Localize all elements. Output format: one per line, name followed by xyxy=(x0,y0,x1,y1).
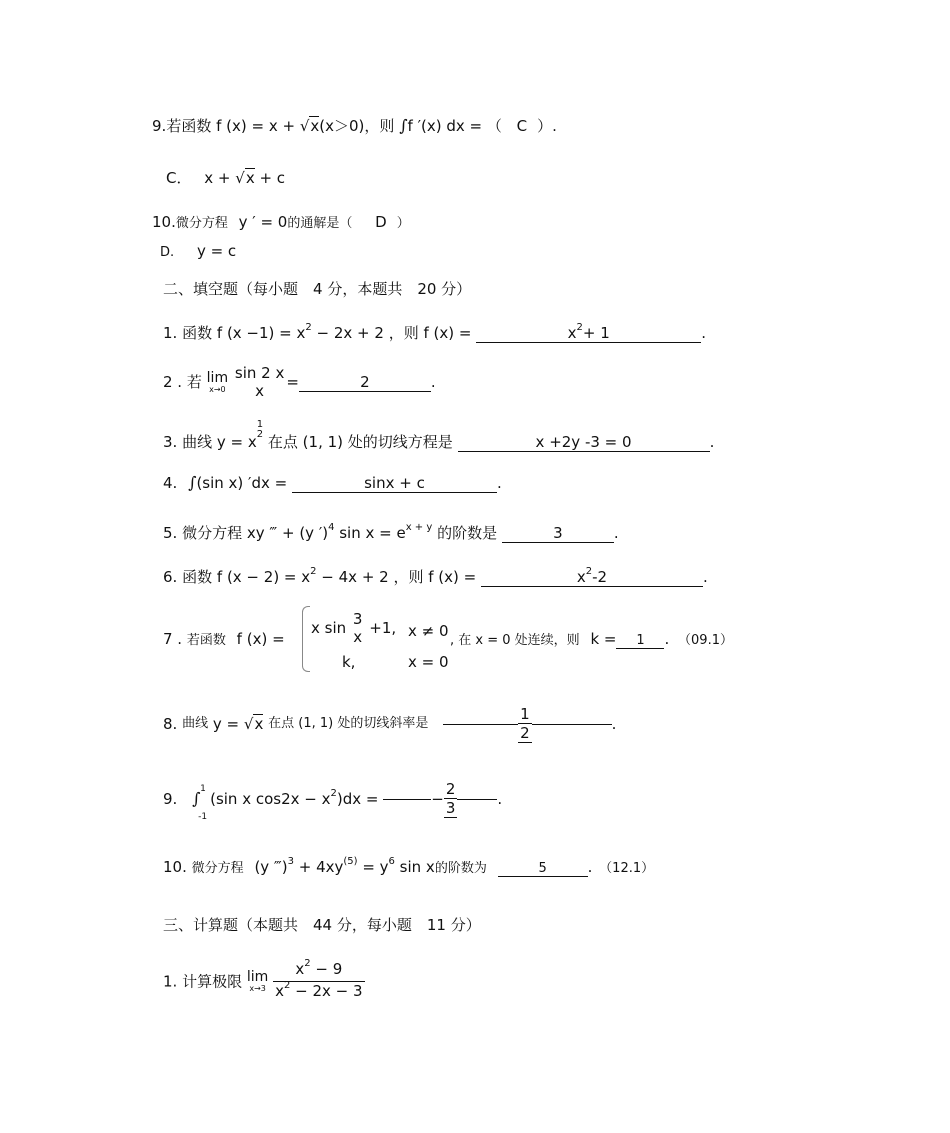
question-label: 函数 xyxy=(182,324,213,342)
formula: xy ‴ + (y ′) xyxy=(246,524,329,542)
exponent: 2 xyxy=(310,566,317,577)
question-number: 8. xyxy=(163,715,178,733)
answer-blank xyxy=(502,524,614,543)
numerator: 1 xyxy=(520,705,530,723)
formula: + 4xy xyxy=(293,858,344,876)
exponent: x + y xyxy=(405,522,433,533)
question-number: 2 . xyxy=(163,373,183,391)
fill-question-6 xyxy=(163,567,708,590)
answer-blank xyxy=(383,799,431,800)
fill-question-1 xyxy=(163,323,706,346)
formula: f ′(x) dx = （ xyxy=(407,117,502,135)
question-text: 在点 (1, 1) 处的切线斜率是 xyxy=(268,716,429,731)
integral-lower-limit: -1 xyxy=(198,812,208,822)
piecewise-brace-icon xyxy=(302,606,310,672)
fill-question-7-label xyxy=(163,629,285,651)
lim-text: lim xyxy=(246,969,269,985)
exponent: (5) xyxy=(343,856,358,867)
period: . xyxy=(611,715,617,733)
question-text: 的阶数为 xyxy=(434,861,487,876)
fraction-exponent xyxy=(257,420,263,440)
denominator: 3 xyxy=(445,799,456,817)
question-label: 曲线 xyxy=(182,433,213,451)
period: . xyxy=(496,474,502,492)
question-number: 9. xyxy=(163,790,178,808)
formula: = y xyxy=(357,858,389,876)
fill-question-5 xyxy=(163,523,619,546)
formula: k = xyxy=(590,630,617,648)
exponent: 4 xyxy=(328,522,335,533)
piecewise-case-2: k, xyxy=(342,653,356,671)
section-title: 三、计算题（本题共 44 分，每小题 11 分） xyxy=(163,916,481,934)
question-number: 10. xyxy=(163,858,187,876)
piecewise-cond-1: x ≠ 0 xyxy=(408,622,449,640)
mc-option-10 xyxy=(160,241,236,263)
formula: y = c xyxy=(196,242,237,260)
period: . xyxy=(587,858,593,876)
formula: − 4x + 2 ，则 f (x) = xyxy=(316,568,477,586)
denominator: x xyxy=(255,382,265,400)
formula: f (x −1) = x xyxy=(216,324,306,342)
formula: f (x) = x + xyxy=(216,117,300,135)
integral-upper-limit: 1 xyxy=(200,784,206,794)
lim-subscript: x→0 xyxy=(209,384,226,394)
formula: +1, xyxy=(369,619,397,637)
answer: x +2y -3 = 0 xyxy=(535,433,632,451)
denominator: 2 xyxy=(520,724,530,742)
question-label: 若 xyxy=(186,373,202,391)
question-number: 9. xyxy=(152,117,167,135)
answer-blank xyxy=(481,568,703,587)
lim-subscript: x→3 xyxy=(249,984,266,993)
question-number: 5. xyxy=(163,524,178,542)
piecewise-case-1 xyxy=(311,610,396,646)
question-number: 1. xyxy=(163,324,178,342)
calc-question-1 xyxy=(163,960,365,1003)
formula: y ′ = 0 xyxy=(238,213,288,231)
fraction xyxy=(233,364,286,400)
formula: − 2x − 3 xyxy=(290,982,363,1000)
question-label: 若函数 xyxy=(166,117,212,135)
formula: y = xyxy=(212,715,244,733)
formula: y = x xyxy=(216,433,257,451)
integral-sign-icon: ∫ xyxy=(192,789,201,808)
answer-blank xyxy=(458,433,710,452)
fill-question-3 xyxy=(163,419,715,452)
answer-fraction xyxy=(518,705,532,743)
mc-option-9 xyxy=(166,168,285,188)
fraction xyxy=(273,960,364,1003)
answer-blank xyxy=(476,324,701,343)
formula: (x＞0)，则 xyxy=(319,117,395,135)
question-number: 4. xyxy=(163,474,178,492)
formula: x xyxy=(295,960,305,978)
answer-fraction xyxy=(444,780,458,818)
mc-question-10 xyxy=(152,212,410,234)
period: . xyxy=(430,373,436,391)
limit-operator xyxy=(207,371,228,394)
question-label: 若函数 xyxy=(186,633,226,648)
source-reference: （09.1） xyxy=(678,633,733,648)
sqrt-arg: x xyxy=(245,169,255,187)
exponent: 3 xyxy=(287,856,294,867)
formula: − 2x + 2 ，则 f (x) = xyxy=(311,324,472,342)
period: . xyxy=(709,433,715,451)
question-number: 10. xyxy=(152,213,176,231)
mc-question-9 xyxy=(152,116,557,136)
period: . xyxy=(664,630,670,648)
option-label: D. xyxy=(160,245,175,260)
question-label: 微分方程 xyxy=(182,524,243,542)
answer-blank xyxy=(616,630,664,649)
answer: 2 xyxy=(360,372,370,391)
question-text: , 在 x = 0 处连续，则 xyxy=(450,633,580,648)
formula: x sin xyxy=(311,619,347,637)
integral-sign-icon: ∫ xyxy=(188,473,197,492)
question-label: 微分方程 xyxy=(191,861,244,876)
piecewise-cond-2: x = 0 xyxy=(408,653,449,671)
formula: ） xyxy=(396,216,410,231)
formula: x xyxy=(275,982,284,1000)
numerator: sin 2 x xyxy=(234,364,285,382)
question-number: 1. xyxy=(163,972,178,991)
answer: sinx + c xyxy=(364,474,425,492)
integral-sign-icon: ∫ xyxy=(399,116,408,135)
formula: (sin x) ′dx = xyxy=(196,474,288,492)
question-number: 6. xyxy=(163,568,178,586)
definite-integral xyxy=(192,781,210,822)
answer: D xyxy=(375,213,387,231)
answer: x xyxy=(576,568,586,586)
minus-sign: − xyxy=(431,790,444,808)
formula: sin x xyxy=(394,858,435,876)
numerator: 2 xyxy=(445,780,456,798)
answer-blank xyxy=(443,724,518,725)
formula: f (x) = xyxy=(236,630,285,648)
fill-question-2 xyxy=(163,364,436,400)
question-label: 微分方程 xyxy=(175,216,228,231)
exponent: 2 xyxy=(305,322,312,333)
sqrt-arg: x xyxy=(254,715,264,733)
answer-blank xyxy=(457,799,497,800)
sqrt-symbol-icon: √ xyxy=(235,169,245,187)
period: . xyxy=(497,790,503,808)
fill-question-7-tail xyxy=(450,629,733,651)
formula: (y ‴) xyxy=(254,858,288,876)
answer: C xyxy=(516,117,528,135)
fill-question-4 xyxy=(163,473,502,493)
sqrt-symbol-icon: √ xyxy=(299,117,310,135)
denominator xyxy=(273,981,364,1003)
exponent: 2 xyxy=(304,958,311,969)
question-text: 的阶数是 xyxy=(437,524,498,542)
sqrt-symbol-icon: √ xyxy=(243,715,254,733)
answer-blank xyxy=(299,373,431,392)
answer-blank xyxy=(532,724,612,725)
formula: + c xyxy=(254,169,286,187)
answer: 5 xyxy=(538,861,547,876)
lim-text: lim xyxy=(206,369,229,386)
question-number: 7 . xyxy=(163,630,183,648)
denominator: x xyxy=(353,628,363,646)
exponent-numerator: 1 xyxy=(256,419,264,430)
fill-question-8 xyxy=(163,705,616,743)
source-reference: （12.1） xyxy=(599,861,655,876)
section-title: 二、填空题（每小题 4 分，本题共 20 分） xyxy=(163,280,472,298)
equals-sign: = xyxy=(286,373,299,391)
answer-blank xyxy=(292,474,497,493)
formula: (sin x cos2x − x xyxy=(210,790,331,808)
answer: + 1 xyxy=(582,324,610,342)
period: . xyxy=(613,524,619,542)
question-number: 3. xyxy=(163,433,178,451)
exponent: 2 xyxy=(330,787,337,799)
question-label: 计算极限 xyxy=(182,972,243,991)
answer-blank xyxy=(498,858,588,877)
numerator: 3 xyxy=(352,610,363,628)
fraction xyxy=(351,610,365,646)
answer: x xyxy=(567,324,577,342)
answer: -2 xyxy=(592,568,608,586)
exponent: 2 xyxy=(283,980,291,991)
formula: )dx = xyxy=(336,790,379,808)
answer: 1 xyxy=(636,633,645,648)
numerator xyxy=(273,960,364,981)
exponent-denominator: 2 xyxy=(256,429,264,440)
exponent: 2 xyxy=(585,566,593,577)
fill-question-9 xyxy=(163,780,503,822)
formula: sin x = e xyxy=(334,524,406,542)
option-label: C． xyxy=(166,169,192,187)
sqrt-arg: x xyxy=(310,117,320,135)
formula: − 9 xyxy=(310,960,343,978)
formula: ）. xyxy=(537,117,557,135)
question-label: 函数 xyxy=(182,568,213,586)
exponent: 6 xyxy=(388,856,395,867)
question-text: 在点 (1, 1) 处的切线方程是 xyxy=(267,433,453,451)
fill-question-10 xyxy=(163,857,654,880)
question-text: 的通解是（ xyxy=(287,216,353,231)
answer: 3 xyxy=(553,524,563,542)
period: . xyxy=(701,324,707,342)
period: . xyxy=(703,568,708,586)
formula: f (x − 2) = x xyxy=(216,568,311,586)
question-label: 曲线 xyxy=(182,716,209,731)
limit-operator xyxy=(247,970,268,993)
exponent: 2 xyxy=(576,322,583,333)
formula: x + xyxy=(204,169,236,187)
